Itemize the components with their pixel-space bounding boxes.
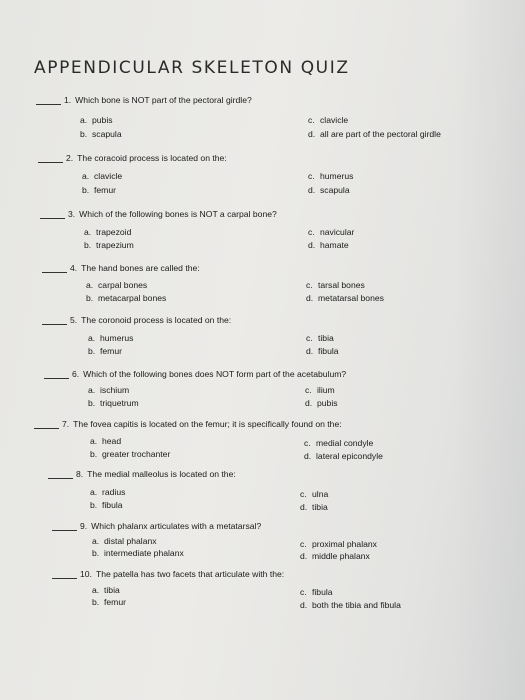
option-b: b. fibula <box>90 500 123 510</box>
question-stem: 6. Which of the following bones does NOT form part of the acetabulum? <box>72 369 347 379</box>
option-b: b. intermediate phalanx <box>92 548 184 558</box>
option-c: c. humerus <box>308 171 354 181</box>
option-d: d. middle phalanx <box>300 551 370 561</box>
question-stem: 8. The medial malleolus is located on the: <box>76 469 236 479</box>
question-2 <box>38 153 508 203</box>
option-a: a. head <box>90 436 122 446</box>
option-b: b. femur <box>92 597 126 607</box>
question-stem: 5. The coronoid process is located on the: <box>70 315 232 325</box>
question-1 <box>36 95 506 145</box>
question-4 <box>42 263 512 313</box>
question-7 <box>34 419 504 469</box>
option-a: a. carpal bones <box>86 280 148 290</box>
option-b: b. femur <box>82 185 116 195</box>
option-d: d. tibia <box>300 502 328 512</box>
answer-blank[interactable] <box>40 218 65 219</box>
page-title: APPENDICULAR SKELETON QUIZ <box>34 58 350 78</box>
option-c: c. ilium <box>305 385 335 395</box>
question-3 <box>40 209 510 259</box>
option-c: c. proximal phalanx <box>300 539 377 549</box>
question-stem: 3. Which of the following bones is NOT a carpal bone? <box>68 209 277 219</box>
answer-blank[interactable] <box>34 428 59 429</box>
option-c: c. navicular <box>308 227 355 237</box>
option-c: c. fibula <box>300 587 333 597</box>
option-d: d. lateral epicondyle <box>304 451 383 461</box>
answer-blank[interactable] <box>42 324 67 325</box>
option-a: a. clavicle <box>82 171 123 181</box>
option-c: c. medial condyle <box>304 438 374 448</box>
question-stem: 1. Which bone is NOT part of the pectoral girdle? <box>64 95 252 105</box>
option-b: b. metacarpal bones <box>86 293 167 303</box>
question-8 <box>48 469 518 519</box>
option-c: c. ulna <box>300 489 329 499</box>
option-d: d. fibula <box>306 346 339 356</box>
question-stem: 4. The hand bones are called the: <box>70 263 200 273</box>
option-a: a. pubis <box>80 115 113 125</box>
answer-blank[interactable] <box>44 378 69 379</box>
answer-blank[interactable] <box>42 272 67 273</box>
option-a: a. humerus <box>88 333 134 343</box>
option-a: a. ischium <box>88 385 130 395</box>
option-a: a. radius <box>90 487 126 497</box>
option-a: a. tibia <box>92 585 120 595</box>
option-c: c. clavicle <box>308 115 349 125</box>
answer-blank[interactable] <box>36 104 61 105</box>
option-c: c. tibia <box>306 333 334 343</box>
option-d: d. scapula <box>308 185 350 195</box>
answer-blank[interactable] <box>48 478 73 479</box>
question-stem: 7. The fovea capitis is located on the femur; it is specifically found on the: <box>62 419 342 429</box>
question-stem: 9. Which phalanx articulates with a metatarsal? <box>80 521 262 531</box>
question-stem: 2. The coracoid process is located on the: <box>66 153 227 163</box>
option-d: d. both the tibia and fibula <box>300 600 401 610</box>
question-9 <box>52 521 522 571</box>
option-b: b. greater trochanter <box>90 449 171 459</box>
option-c: c. tarsal bones <box>306 280 365 290</box>
option-a: a. trapezoid <box>84 227 132 237</box>
option-b: b. scapula <box>80 129 122 139</box>
answer-blank[interactable] <box>38 162 63 163</box>
option-b: b. trapezium <box>84 240 134 250</box>
question-stem: 10. The patella has two facets that articulate with the: <box>80 569 285 579</box>
question-10 <box>52 569 522 619</box>
option-a: a. distal phalanx <box>92 536 157 546</box>
option-d: d. metatarsal bones <box>306 293 384 303</box>
option-d: d. all are part of the pectoral girdle <box>308 129 441 139</box>
option-d: d. hamate <box>308 240 349 250</box>
option-b: b. triquetrum <box>88 398 139 408</box>
answer-blank[interactable] <box>52 578 77 579</box>
answer-blank[interactable] <box>52 530 77 531</box>
option-b: b. femur <box>88 346 122 356</box>
question-6 <box>44 369 514 419</box>
option-d: d. pubis <box>305 398 338 408</box>
question-5 <box>42 315 512 365</box>
